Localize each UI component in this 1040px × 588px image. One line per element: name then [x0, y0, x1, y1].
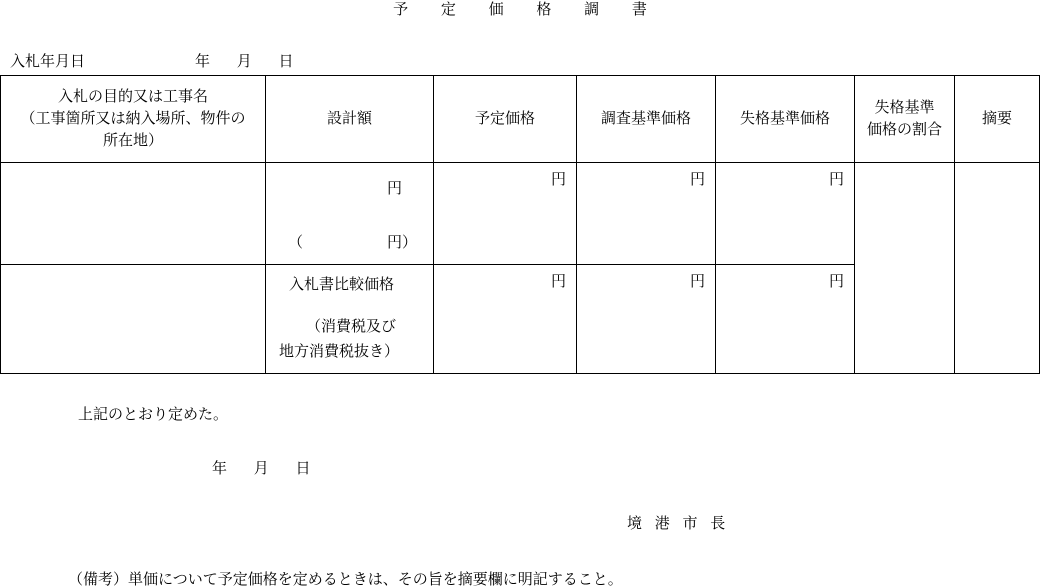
table-header-row: [1, 76, 1040, 163]
decided-date-blank: 年 月 日: [212, 459, 311, 477]
header-design-amount: 設計額: [266, 76, 434, 163]
header-planned-price: 予定価格: [434, 76, 577, 163]
comparison-price-label: 入札書比較価格: [289, 275, 395, 293]
survey-price-cell-2: [577, 265, 716, 374]
disq-yen-2: 円: [828, 272, 844, 290]
header-ratio-line-2: 価格の割合: [866, 120, 942, 138]
header-project-line-3: 所在地）: [102, 130, 163, 149]
design-paren-open: （: [288, 233, 304, 251]
header-ratio-line-1: 失格基準: [874, 98, 935, 117]
planned-yen-2: 円: [550, 272, 566, 290]
decided-statement: 上記のとおり定めた。: [78, 405, 229, 423]
disq-price-cell-1: [716, 163, 855, 265]
mayor-title: 境 港 市 長: [627, 514, 730, 532]
planned-yen-1: 円: [550, 170, 566, 188]
header-summary: 摘要: [955, 76, 1040, 163]
tax-note-line-2: 地方消費税抜き）: [279, 342, 400, 360]
survey-yen-2: 円: [689, 272, 705, 290]
document-title: 予 定 価 格 調 書: [393, 0, 661, 18]
remark-note: （備考）単価について予定価格を定めるときは、その旨を摘要欄に明記すること。: [68, 570, 623, 588]
planned-price-cell-1: [434, 163, 577, 265]
project-cell-1: [1, 163, 266, 265]
bid-date-label: 入札年月日: [10, 52, 86, 70]
header-project: [1, 76, 266, 163]
ratio-cell: [855, 163, 955, 374]
tax-note-line-1: （消費税及び: [306, 317, 397, 335]
header-project-line-2: （工事箇所又は納入場所、物件の: [20, 109, 246, 128]
bid-date-blank: 年 月 日: [195, 52, 294, 70]
disq-price-cell-2: [716, 265, 855, 374]
header-project-line-1: 入札の目的又は工事名: [57, 87, 208, 106]
survey-price-cell-1: [577, 163, 716, 265]
planned-price-cell-2: [434, 265, 577, 374]
design-yen: 円: [387, 179, 403, 197]
design-paren-yen: 円）: [387, 233, 418, 251]
header-disqualification-base-price: 失格基準価格: [716, 76, 855, 163]
table-row-1: [1, 163, 1040, 265]
comparison-price-cell: [266, 265, 434, 374]
disq-yen-1: 円: [828, 170, 844, 188]
header-survey-base-price: 調査基準価格: [577, 76, 716, 163]
survey-yen-1: 円: [689, 170, 705, 188]
project-cell-2: [1, 265, 266, 374]
design-amount-cell: [266, 163, 434, 265]
price-survey-table: [0, 75, 1040, 374]
header-disqualification-ratio: [855, 76, 955, 163]
summary-cell: [955, 163, 1040, 374]
